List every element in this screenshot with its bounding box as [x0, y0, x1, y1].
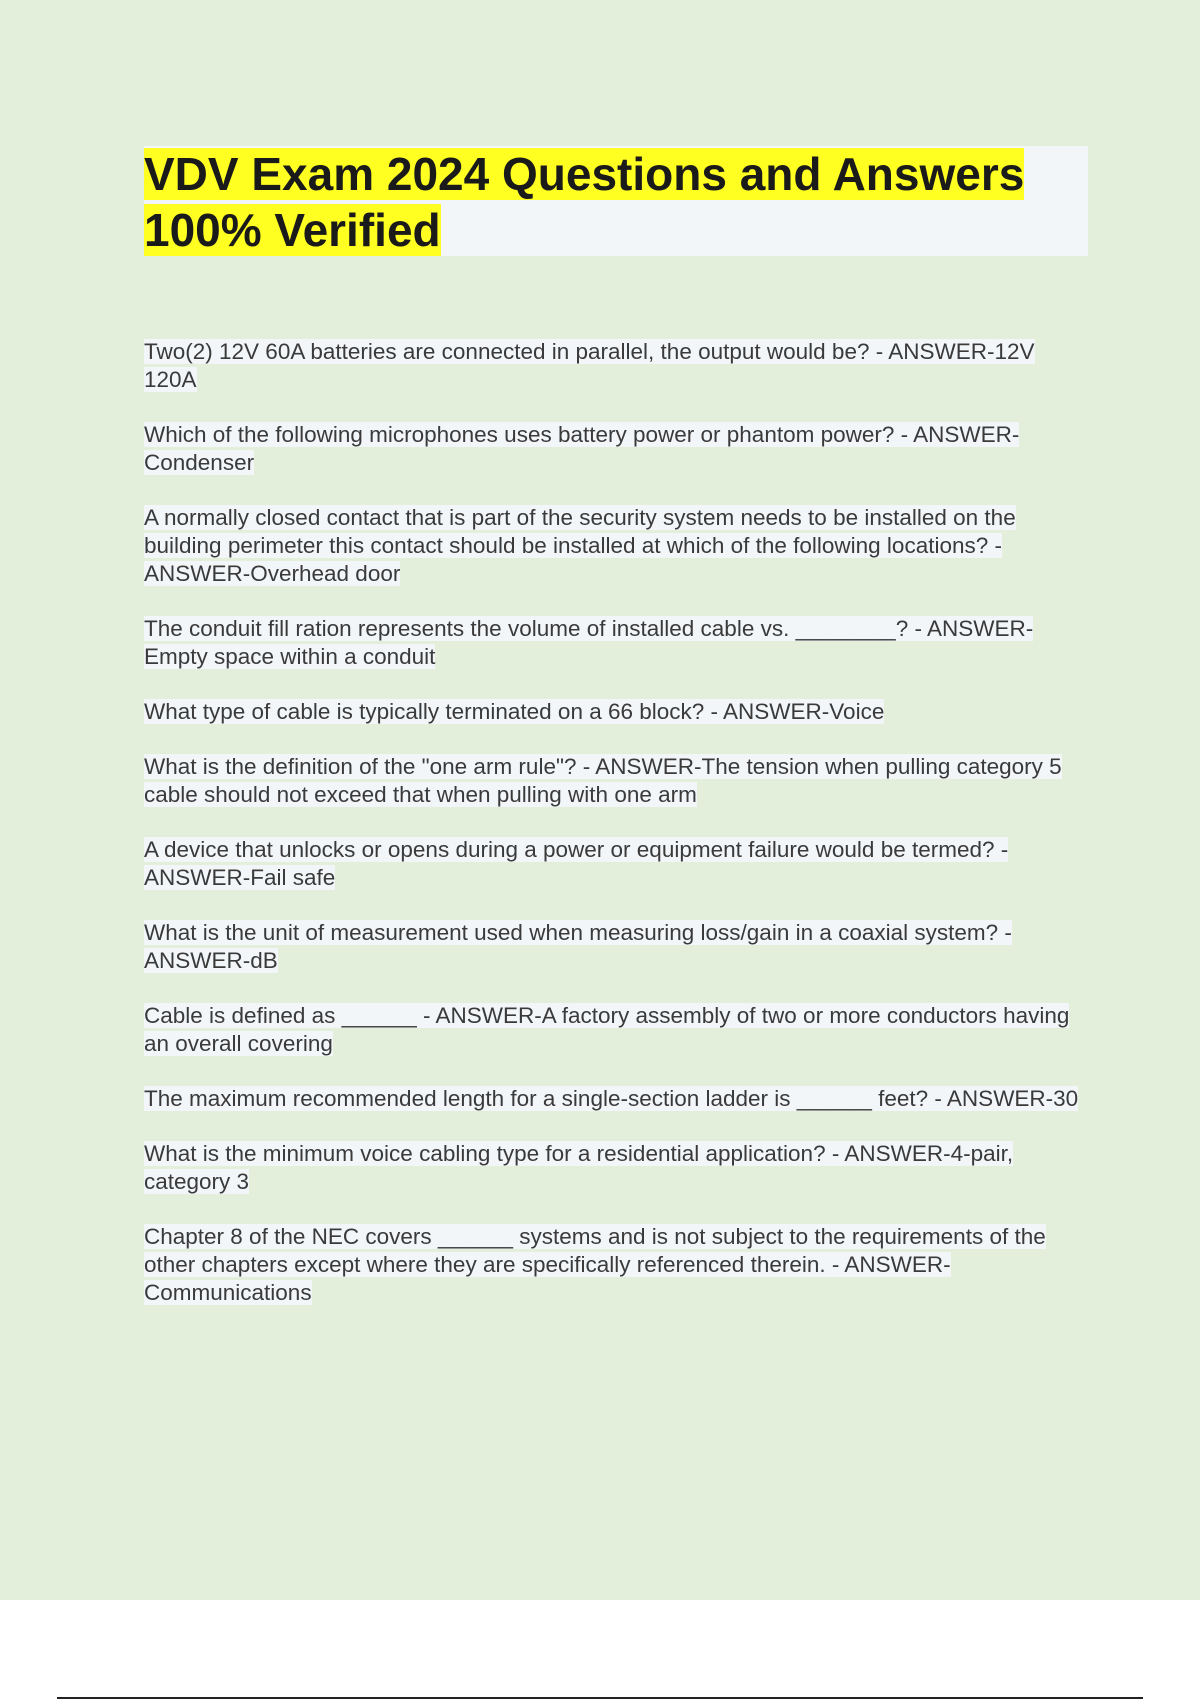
qa-list: [144, 338, 1088, 1334]
title-block: [144, 146, 1088, 256]
document-title: VDV Exam 2024 Questions and Answers 100% Verified: [144, 148, 1025, 256]
qa-item: Cable is defined as ______ - ANSWER-A factory assembly of two or more conductors having an overall covering: [144, 1003, 1070, 1056]
footer-divider: [57, 1697, 1143, 1699]
qa-item: A normally closed contact that is part of the security system needs to be installed on the building perimeter this contact should be installed at which of the following locations? - ANSWER-Overhead door: [144, 505, 1016, 586]
qa-item: Two(2) 12V 60A batteries are connected in parallel, the output would be? - ANSWER-12V 120A: [144, 339, 1035, 392]
qa-item: Chapter 8 of the NEC covers ______ systems and is not subject to the requirements of the other chapters except where they are specifically referenced therein. - ANSWER-Communications: [144, 1224, 1046, 1305]
qa-item: The maximum recommended length for a single-section ladder is ______ feet? - ANSWER-30: [144, 1086, 1079, 1111]
qa-item: The conduit fill ration represents the volume of installed cable vs. ________? - ANSWER-Empty space within a conduit: [144, 616, 1034, 669]
qa-item: What is the minimum voice cabling type for a residential application? - ANSWER-4-pair, category 3: [144, 1141, 1014, 1194]
qa-item: A device that unlocks or opens during a power or equipment failure would be termed? - ANSWER-Fail safe: [144, 837, 1009, 890]
qa-item: What is the unit of measurement used when measuring loss/gain in a coaxial system? - ANSWER-dB: [144, 920, 1012, 973]
qa-item: What type of cable is typically terminated on a 66 block? - ANSWER-Voice: [144, 699, 885, 724]
qa-item: What is the definition of the "one arm rule"? - ANSWER-The tension when pulling category 5 cable should not exceed that when pulling with one arm: [144, 754, 1062, 807]
qa-item: Which of the following microphones uses battery power or phantom power? - ANSWER-Condenser: [144, 422, 1020, 475]
